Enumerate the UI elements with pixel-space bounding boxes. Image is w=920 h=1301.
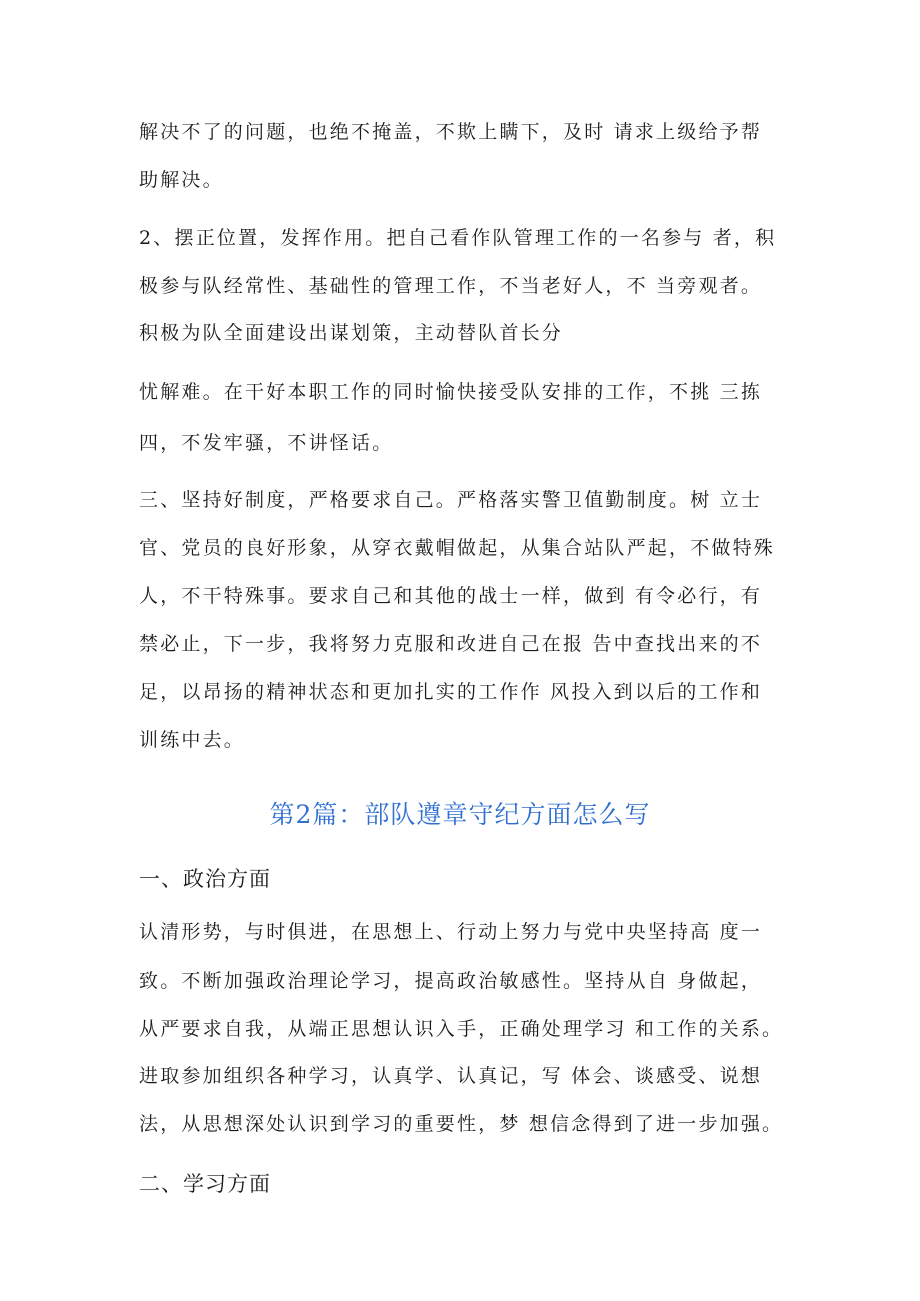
paragraph-line: 认清形势，与时俱进，在思想上、行动上努力与党中央坚持高 度一 xyxy=(139,921,763,943)
section-heading: 第2篇：部队遵章守纪方面怎么写 xyxy=(269,800,651,829)
paragraph-line: 训练中去。 xyxy=(139,729,246,751)
paragraph-line: 法，从思想深处认识到学习的重要性，梦 想信念得到了进一步加强。 xyxy=(139,1113,784,1135)
paragraph-line: 足，以昂扬的精神状态和更加扎实的工作作 风投入到以后的工作和 xyxy=(139,681,763,703)
subsection-title: 二、学习方面 xyxy=(139,1172,271,1196)
paragraph-line: 解决不了的问题，也绝不掩盖，不欺上瞒下，及时 请求上级给予帮 xyxy=(139,121,763,143)
paragraph-line: 官、党员的良好形象，从穿衣戴帽做起，从集合站队严起，不做特殊 xyxy=(139,537,776,559)
paragraph-line: 人，不干特殊事。要求自己和其他的战士一样，做到 有令必行，有 xyxy=(139,585,763,607)
subsection-title: 一、政治方面 xyxy=(139,867,271,891)
paragraph-line: 积极为队全面建设出谋划策，主动替队首长分 xyxy=(139,322,564,344)
paragraph-line: 进取参加组织各种学习，认真学、认真记，写 体会、谈感受、说想 xyxy=(139,1065,763,1087)
paragraph-line: 致。不断加强政治理论学习，提高政治敏感性。坚持从自 身做起， xyxy=(139,970,763,992)
paragraph-line: 禁必止，下一步，我将努力克服和改进自己在报 告中查找出来的不 xyxy=(139,633,763,655)
paragraph-line: 忧解难。在干好本职工作的同时愉快接受队安排的工作，不挑 三拣 xyxy=(139,381,763,403)
paragraph-line: 极参与队经常性、基础性的管理工作，不当老好人，不 当旁观者。 xyxy=(139,275,763,297)
paragraph-line: 四，不发牢骚，不讲怪话。 xyxy=(139,432,394,454)
paragraph-line: 助解决。 xyxy=(139,169,224,191)
paragraph-line: 2、摆正位置，发挥作用。把自己看作队管理工作的一名参与 者，积 xyxy=(139,227,777,249)
paragraph-line: 从严要求自我，从端正思想认识入手，正确处理学习 和工作的关系。 xyxy=(139,1018,784,1040)
paragraph-line: 三、坚持好制度，严格要求自己。严格落实警卫值勤制度。树 立士 xyxy=(139,489,763,511)
